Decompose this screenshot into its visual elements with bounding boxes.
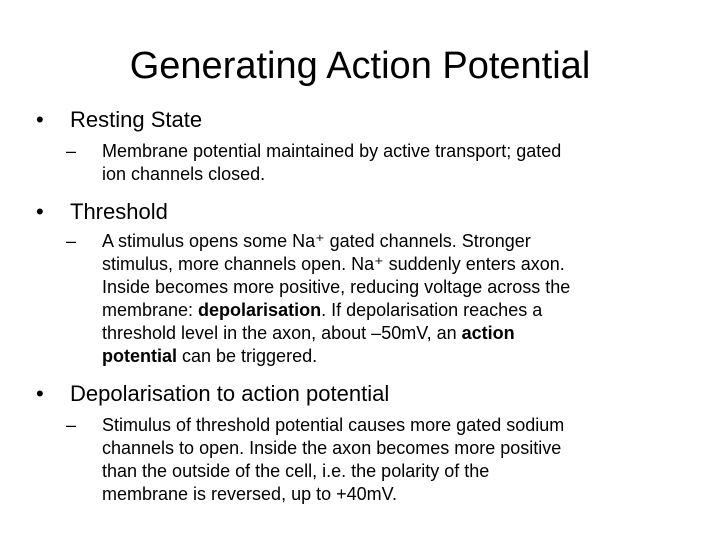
slide-body (36, 104, 686, 506)
bold-term-action: action (461, 323, 515, 343)
bullet-depolarisation (36, 378, 686, 410)
bullet-threshold (36, 196, 686, 228)
bullet-icon: • (36, 107, 44, 132)
text-run: can be triggered. (177, 346, 318, 366)
dash-icon: – (66, 231, 77, 251)
sub-bullet-depolarisation (66, 414, 686, 506)
bullet-heading: Threshold (70, 199, 168, 224)
sub-bullet-line (102, 345, 686, 368)
bullet-icon: • (36, 381, 44, 406)
bold-term-depolarisation: depolarisation (198, 300, 322, 320)
sub-bullet-threshold (66, 230, 686, 368)
dash-icon: – (66, 415, 77, 435)
slide-title: Generating Action Potential (129, 45, 591, 87)
sub-bullet-line (102, 299, 686, 322)
sub-bullet-resting-state (66, 140, 686, 186)
sub-bullet-line: A stimulus opens some Na⁺ gated channels. Stronger (102, 231, 531, 251)
sub-bullet-line: Membrane potential maintained by active transport; gated (102, 141, 562, 161)
sub-bullet-line: Inside becomes more positive, reducing voltage across the (102, 277, 571, 297)
bold-term-potential: potential (102, 346, 177, 366)
sub-bullet-line: stimulus, more channels open. Na⁺ suddenly enters axon. (102, 254, 565, 274)
sub-bullet-line: ion channels closed. (102, 164, 266, 184)
sub-bullet-line: Stimulus of threshold potential causes more gated sodium (102, 415, 565, 435)
dash-icon: – (66, 141, 77, 161)
sub-bullet-line: channels to open. Inside the axon becomes more positive (102, 438, 562, 458)
bullet-heading: Depolarisation to action potential (70, 381, 390, 406)
bullet-heading: Resting State (70, 107, 203, 132)
bullet-resting-state (36, 104, 686, 136)
sub-bullet-line (102, 322, 686, 345)
text-run: . If depolarisation reaches a (321, 300, 543, 320)
sub-bullet-line: than the outside of the cell, i.e. the polarity of the (102, 461, 490, 481)
text-run: membrane: (102, 300, 199, 320)
sub-bullet-line: membrane is reversed, up to +40mV. (102, 484, 397, 504)
bullet-icon: • (36, 199, 44, 224)
text-run: threshold level in the axon, about –50mV, an (102, 323, 462, 343)
